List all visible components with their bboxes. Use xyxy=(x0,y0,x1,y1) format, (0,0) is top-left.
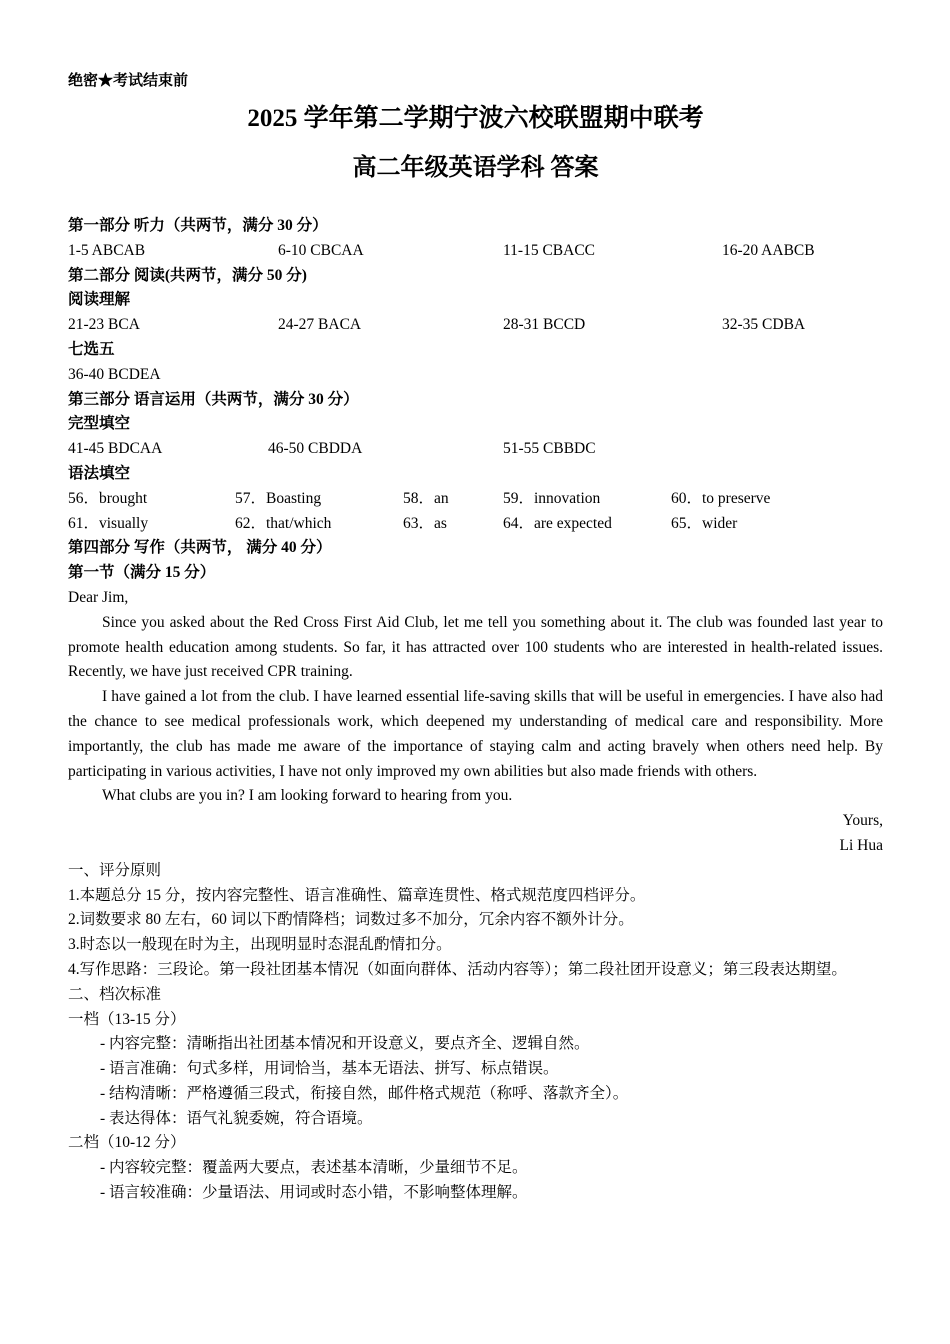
seven-choose-five-heading: 七选五 xyxy=(68,340,115,358)
part4-heading: 第四部分 写作（共两节， 满分 40 分） xyxy=(68,539,332,557)
part1-heading: 第一部分 听力（共两节，满分 30 分） xyxy=(68,217,328,234)
principle-item: 2.词数要求 80 左右，60 词以下酌情降档；词数过多不加分，冗余内容不额外计分。 xyxy=(68,911,634,929)
answer-group: 51-55 CBBDC xyxy=(503,440,596,458)
answer-group: 32-35 CDBA xyxy=(722,316,806,334)
exam-title: 2025 学年第二学期宁波六校联盟期中联考 xyxy=(247,105,704,132)
confidential-label: 绝密★考试结束前 xyxy=(68,73,189,89)
reading-heading: 阅读理解 xyxy=(68,291,131,309)
answer-body xyxy=(68,214,883,1206)
cloze-answer-row xyxy=(68,437,883,462)
grammar-answer: 63．as xyxy=(403,514,447,532)
level2-heading: 二档（10-12 分） xyxy=(68,1134,186,1152)
principle-item: 4.写作思路：三段论。第一段社团基本情况（如面向群体、活动内容等）；第二段社团开设意义；第三段表达期望。 xyxy=(68,960,847,978)
level1-heading: 一档（13-15 分） xyxy=(68,1010,186,1028)
grammar-answer: 61．visually xyxy=(68,514,149,532)
reading-answer-row xyxy=(68,313,883,338)
level2-criterion: - 内容较完整：覆盖两大要点，表述基本清晰，少量细节不足。 xyxy=(100,1159,528,1177)
letter-signature: Li Hua xyxy=(839,836,883,854)
letter-paragraph: I have gained a lot from the club. I have learned essential life-saving skills that will be useful in emergencies. I have also had the chance to see medical professionals work, which deepened my understanding of medical care and responsibility. More importantly, the club has made me aware of the importance of staying calm and acting bravely when others need help. By participating in various activities, I have not only improved my own abilities but also made friends with others. xyxy=(68,688,883,780)
answer-group: 11-15 CBACC xyxy=(503,241,596,259)
answer-group: 24-27 BACA xyxy=(278,316,362,334)
exam-subtitle: 高二年级英语学科 答案 xyxy=(352,155,599,181)
level1-criterion: - 结构清晰：严格遵循三段式，衔接自然，邮件格式规范（称呼、落款齐全）。 xyxy=(100,1084,629,1102)
seven-choose-five-answers: 36-40 BCDEA xyxy=(68,365,161,383)
grammar-answer-row xyxy=(68,512,883,537)
part1-answer-row xyxy=(68,239,883,264)
letter-greeting: Dear Jim, xyxy=(68,588,129,606)
part3-heading: 第三部分 语言运用（共两节，满分 30 分） xyxy=(68,390,359,408)
grammar-answer: 58．an xyxy=(403,489,449,507)
letter-closing: Yours, xyxy=(842,812,883,830)
grammar-answer: 65．wider xyxy=(671,514,738,532)
principle-item: 1.本题总分 15 分，按内容完整性、语言准确性、篇章连贯性、格式规范度四档评分。 xyxy=(68,886,646,904)
answer-group: 21-23 BCA xyxy=(68,316,140,334)
answer-group: 1-5 ABCAB xyxy=(68,241,146,259)
principle-item: 3.时态以一般现在时为主，出现明显时态混乱酌情扣分。 xyxy=(68,936,452,954)
principles-heading: 一、评分原则 xyxy=(68,861,162,879)
grammar-answer-row xyxy=(68,487,883,512)
cloze-heading: 完型填空 xyxy=(68,415,131,433)
part2-heading: 第二部分 阅读(共两节，满分 50 分) xyxy=(68,266,307,284)
levels-heading: 二、档次标准 xyxy=(68,985,162,1003)
grammar-answer: 57．Boasting xyxy=(235,489,322,507)
answer-group: 16-20 AABCB xyxy=(722,241,815,259)
grammar-answer: 62．that/which xyxy=(235,514,332,532)
answer-group: 6-10 CBCAA xyxy=(278,241,364,259)
grammar-answer: 64．are expected xyxy=(503,514,612,532)
grammar-answer: 56．brought xyxy=(68,489,148,507)
letter-paragraph: Since you asked about the Red Cross First Aid Club, let me tell you something about it. The club was founded last year to promote health education among students. So far, it has attracted over 100 students who are interested in health-related issues. Recently, we have just received CPR training. xyxy=(68,613,883,681)
level1-criterion: - 语言准确：句式多样，用词恰当，基本无语法、拼写、标点错误。 xyxy=(100,1060,559,1078)
letter-paragraph: What clubs are you in? I am looking forward to hearing from you. xyxy=(102,787,513,805)
answer-group: 28-31 BCCD xyxy=(503,316,586,334)
grammar-answer: 60．to preserve xyxy=(671,489,771,507)
level1-criterion: - 表达得体：语气礼貌委婉，符合语境。 xyxy=(100,1109,373,1127)
grammar-answer: 59．innovation xyxy=(503,489,601,507)
answer-group: 46-50 CBDDA xyxy=(268,440,363,458)
grammar-heading: 语法填空 xyxy=(68,464,131,482)
level1-criterion: - 内容完整：清晰指出社团基本情况和开设意义，要点齐全、逻辑自然。 xyxy=(100,1035,590,1053)
section1-heading: 第一节（满分 15 分） xyxy=(68,564,216,582)
answer-group: 41-45 BDCAA xyxy=(68,440,163,458)
level2-criterion: - 语言较准确：少量语法、用词或时态小错，不影响整体理解。 xyxy=(100,1184,528,1202)
